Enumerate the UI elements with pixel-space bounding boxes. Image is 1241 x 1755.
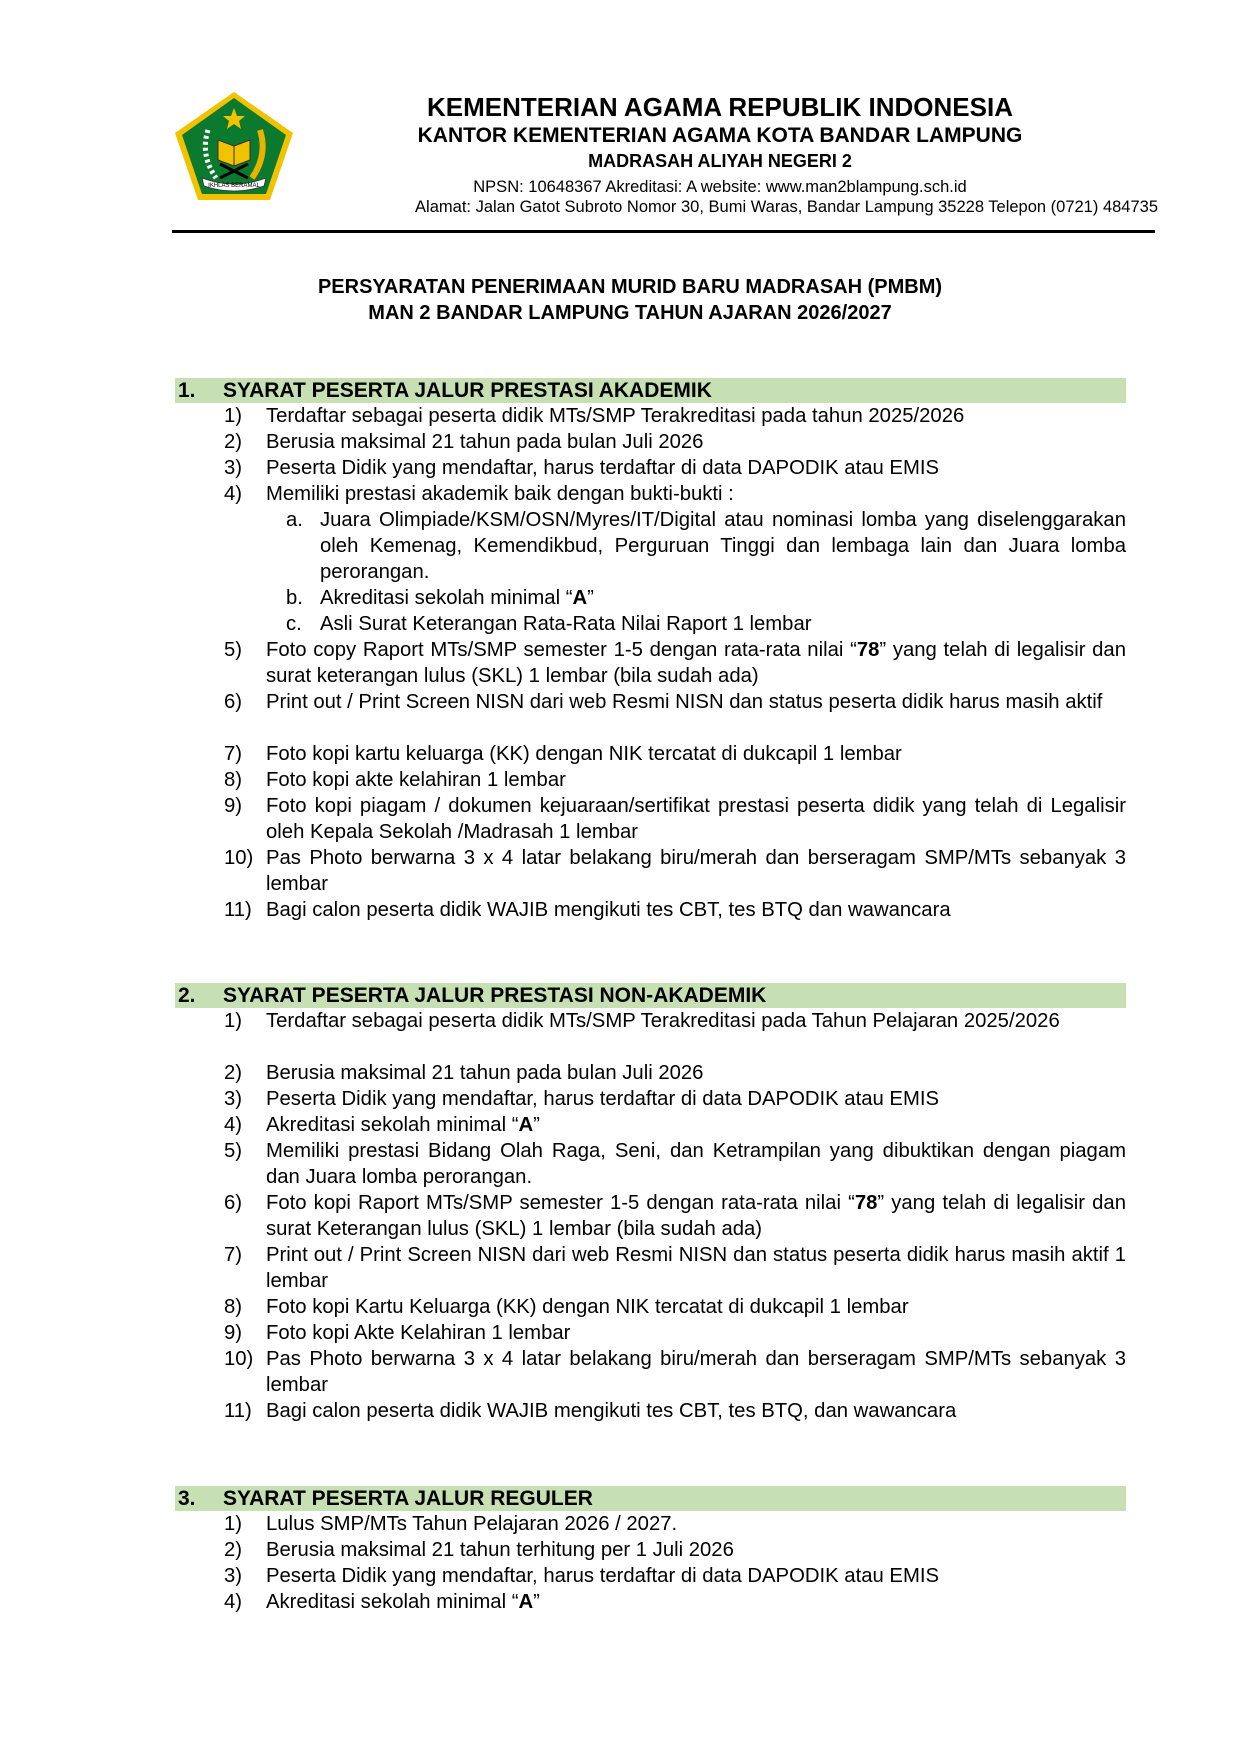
letterhead-divider — [172, 230, 1155, 233]
kementerian-agama-logo-icon — [172, 90, 296, 202]
ministry-name: KEMENTERIAN AGAMA REPUBLIK INDONESIA — [427, 92, 1013, 122]
item-number: 5) — [224, 1140, 243, 1162]
list-item — [224, 1138, 1126, 1190]
list-item — [224, 1511, 1126, 1537]
sub-list-item — [286, 585, 1126, 611]
item-text: Berusia maksimal 21 tahun pada bulan Juli 2026 — [266, 431, 704, 453]
item-text: Peserta Didik yang mendaftar, harus terdaftar di data DAPODIK atau EMIS — [266, 1088, 939, 1110]
item-text: Print out / Print Screen NISN dari web Resmi NISN dan status peserta didik harus masih aktif — [266, 691, 1103, 713]
item-text: Foto kopi Kartu Keluarga (KK) dengan NIK tercatat di dukcapil 1 lembar — [266, 1296, 909, 1318]
item-number: 4) — [224, 1591, 243, 1613]
item-text: Akreditasi sekolah minimal “A” — [266, 1591, 540, 1613]
section-title: SYARAT PESERTA JALUR PRESTASI AKADEMIK — [223, 379, 712, 402]
list-item — [224, 1346, 1126, 1398]
list-item — [224, 897, 1126, 923]
list-item — [224, 845, 1126, 897]
list-item — [224, 637, 1126, 689]
sub-list-item — [286, 611, 1126, 637]
sub-item-text: Juara Olimpiade/KSM/OSN/Myres/IT/Digital atau nominasi lomba yang diselenggarakan oleh Kemenag, Kemendikbud, Perguruan Tinggi dan lembaga lain dan Juara lomba perorangan. — [320, 509, 1126, 583]
item-text: Foto kopi akte kelahiran 1 lembar — [266, 769, 566, 791]
item-number: 10) — [224, 847, 254, 869]
item-number: 3) — [224, 457, 243, 479]
item-number: 7) — [224, 1244, 243, 1266]
item-number: 11) — [224, 899, 252, 921]
item-number: 7) — [224, 743, 243, 765]
item-text: Bagi calon peserta didik WAJIB mengikuti tes CBT, tes BTQ, dan wawancara — [266, 1400, 957, 1422]
section-title: SYARAT PESERTA JALUR PRESTASI NON-AKADEMIK — [223, 984, 767, 1007]
office-name: KANTOR KEMENTERIAN AGAMA KOTA BANDAR LAMPUNG — [417, 124, 1023, 147]
list-item — [224, 429, 1126, 455]
svg-text:IKHLAS BERAMAL: IKHLAS BERAMAL — [208, 183, 260, 189]
list-item — [224, 1589, 1126, 1615]
item-number: 10) — [224, 1348, 254, 1370]
item-text: Peserta Didik yang mendaftar, harus terdaftar di data DAPODIK atau EMIS — [266, 1565, 939, 1587]
list-item — [224, 1398, 1126, 1424]
item-number: 11) — [224, 1400, 252, 1422]
sub-item-letter: b. — [286, 587, 303, 609]
list-item — [224, 1537, 1126, 1563]
list-item — [224, 793, 1126, 845]
list-item — [224, 1060, 1126, 1086]
item-text: Pas Photo berwarna 3 x 4 latar belakang biru/merah dan berseragam SMP/MTs sebanyak 3 lembar — [266, 847, 1126, 895]
item-text: Lulus SMP/MTs Tahun Pelajaran 2026 / 2027. — [266, 1513, 678, 1535]
item-number: 6) — [224, 1192, 243, 1214]
item-number: 4) — [224, 1114, 243, 1136]
item-text: Berusia maksimal 21 tahun pada bulan Juli 2026 — [266, 1062, 704, 1084]
school-name: MADRASAH ALIYAH NEGERI 2 — [588, 151, 852, 171]
item-number: 8) — [224, 769, 243, 791]
item-number: 1) — [224, 405, 243, 427]
item-text: Peserta Didik yang mendaftar, harus terdaftar di data DAPODIK atau EMIS — [266, 457, 939, 479]
item-number: 2) — [224, 1062, 243, 1084]
item-number: 9) — [224, 795, 243, 817]
school-identifiers: NPSN: 10648367 Akreditasi: A website: www.man2blampung.sch.id — [473, 178, 967, 196]
list-item — [224, 403, 1126, 429]
item-text: Pas Photo berwarna 3 x 4 latar belakang biru/merah dan berseragam SMP/MTs sebanyak 3 lembar — [266, 1348, 1126, 1396]
item-text: Foto kopi kartu keluarga (KK) dengan NIK tercatat di dukcapil 1 lembar — [266, 743, 902, 765]
sub-item-text: Akreditasi sekolah minimal “A” — [320, 587, 594, 609]
list-item — [224, 689, 1126, 715]
sub-item-letter: c. — [286, 613, 302, 635]
sub-item-letter: a. — [286, 509, 303, 531]
item-text: Foto kopi piagam / dokumen kejuaraan/sertifikat prestasi peserta didik yang telah di Legalisir oleh Kepala Sekolah /Madrasah 1 lembar — [266, 795, 1126, 843]
list-item — [224, 1008, 1126, 1034]
list-item — [224, 741, 1126, 767]
list-item — [224, 767, 1126, 793]
item-number: 5) — [224, 639, 243, 661]
document-title-line1: PERSYARATAN PENERIMAAN MURID BARU MADRASAH (PMBM) — [317, 276, 943, 298]
sub-list-item — [286, 507, 1126, 585]
list-item — [224, 481, 1126, 507]
item-text: Terdaftar sebagai peserta didik MTs/SMP Terakreditasi pada Tahun Pelajaran 2025/2026 — [266, 1010, 1060, 1032]
sub-item-text: Asli Surat Keterangan Rata-Rata Nilai Raport 1 lembar — [320, 613, 812, 635]
item-number: 2) — [224, 1539, 243, 1561]
list-item — [224, 1086, 1126, 1112]
section-header-prestasi-non-akademik — [175, 983, 1126, 1008]
item-text: Foto kopi Raport MTs/SMP semester 1-5 dengan rata-rata nilai “78” yang telah di legalisir dan surat Keterangan lulus (SKL) 1 lembar (bila sudah ada) — [266, 1192, 1126, 1240]
item-number: 6) — [224, 691, 243, 713]
item-text: Berusia maksimal 21 tahun terhitung per 1 Juli 2026 — [266, 1539, 734, 1561]
item-text: Akreditasi sekolah minimal “A” — [266, 1114, 540, 1136]
section-number: 2. — [178, 984, 196, 1007]
section-header-reguler — [175, 1486, 1126, 1511]
item-text: Foto copy Raport MTs/SMP semester 1-5 dengan rata-rata nilai “78” yang telah di legalisir dan surat keterangan lulus (SKL) 1 lembar (bila sudah ada) — [266, 639, 1126, 687]
item-number: 4) — [224, 483, 243, 505]
item-text: Print out / Print Screen NISN dari web Resmi NISN dan status peserta didik harus masih aktif 1 lembar — [266, 1244, 1126, 1292]
item-text: Foto kopi Akte Kelahiran 1 lembar — [266, 1322, 571, 1344]
item-text: Memiliki prestasi akademik baik dengan bukti-bukti : — [266, 483, 734, 505]
document-title-line2: MAN 2 BANDAR LAMPUNG TAHUN AJARAN 2026/2027 — [368, 302, 892, 324]
list-item — [224, 1294, 1126, 1320]
item-number: 9) — [224, 1322, 243, 1344]
list-item — [224, 1242, 1126, 1294]
section-number: 3. — [178, 1487, 196, 1510]
list-item — [224, 1320, 1126, 1346]
list-item — [224, 1190, 1126, 1242]
item-number: 3) — [224, 1088, 243, 1110]
item-number: 1) — [224, 1010, 243, 1032]
section-number: 1. — [178, 379, 196, 402]
list-item — [224, 455, 1126, 481]
list-item — [224, 1112, 1126, 1138]
item-number: 2) — [224, 431, 243, 453]
item-text: Memiliki prestasi Bidang Olah Raga, Seni, dan Ketrampilan yang dibuktikan dengan piagam dan Juara lomba perorangan. — [266, 1140, 1126, 1188]
item-number: 8) — [224, 1296, 243, 1318]
item-text: Bagi calon peserta didik WAJIB mengikuti tes CBT, tes BTQ dan wawancara — [266, 899, 951, 921]
item-number: 1) — [224, 1513, 243, 1535]
item-number: 3) — [224, 1565, 243, 1587]
section-title: SYARAT PESERTA JALUR REGULER — [223, 1487, 593, 1510]
section-header-prestasi-akademik — [175, 378, 1126, 403]
school-address: Alamat: Jalan Gatot Subroto Nomor 30, Bumi Waras, Bandar Lampung 35228 Telepon (0721) 484735 — [415, 198, 1158, 216]
item-text: Terdaftar sebagai peserta didik MTs/SMP Terakreditasi pada tahun 2025/2026 — [266, 405, 965, 427]
list-item — [224, 1563, 1126, 1589]
